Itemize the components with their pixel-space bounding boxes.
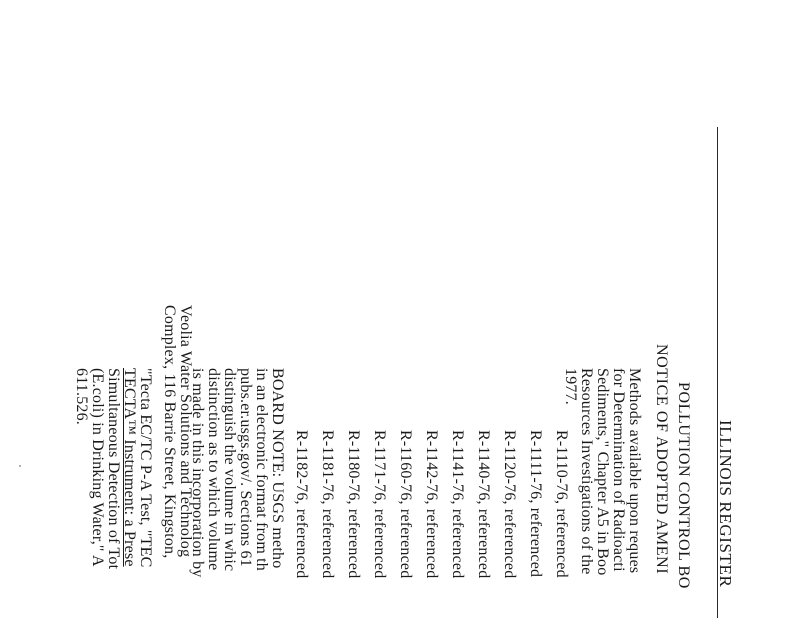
scan-speck (19, 465, 21, 467)
reference-item: R-1181-76, referenced (319, 430, 336, 579)
veolia-line: Complex, 116 Barrie Street, Kingston, (161, 305, 178, 559)
reference-item: R-1182-76, referenced (293, 430, 310, 579)
notice-heading: NOTICE OF ADOPTED AMENI (653, 344, 670, 575)
board-note-line: in an electronic format from th (253, 368, 270, 572)
reference-item: R-1160-76, referenced (397, 430, 414, 579)
methods-line: Methods available upon reques (626, 368, 643, 574)
reference-item: R-1180-76, referenced (345, 430, 362, 579)
tecta-line: TECTA™ Instrument: a Prese (121, 368, 138, 567)
tecta-line: Simultaneous Detection of Tot (105, 368, 122, 570)
reference-item: R-1110-76, referenced (553, 430, 570, 578)
board-note-line: distinction as to which volume (205, 368, 222, 571)
reference-item: R-1111-76, referenced (527, 430, 544, 578)
methods-line: Sediments," Chapter A5 in Boo (594, 368, 611, 576)
reference-item: R-1141-76, referenced (449, 430, 466, 579)
reference-item: R-1120-76, referenced (501, 430, 518, 579)
tecta-line: (E.coli) in Drinking Water," A (89, 368, 106, 567)
board-note-line: pubs.er.usgs.gov/. Sections 61 (237, 368, 254, 567)
register-title: ILLINOIS REGISTER (716, 420, 735, 588)
board-note-line: distinguish the volume in whic (221, 368, 238, 572)
methods-line: Resources Investigations of the (578, 368, 595, 575)
methods-line: for Determination of Radioacti (610, 368, 627, 572)
board-note-line: BOARD NOTE: USGS metho (269, 368, 286, 569)
board-name: POLLUTION CONTROL BO (675, 382, 692, 589)
tecta-line: 611.526. (73, 368, 90, 426)
reference-item: R-1171-76, referenced (371, 430, 388, 579)
reference-item: R-1140-76, referenced (475, 430, 492, 579)
veolia-line: Veolia Water Solutions and Technolog (177, 305, 194, 558)
methods-line: 1977. (562, 368, 579, 405)
reference-item: R-1142-76, referenced (423, 430, 440, 579)
tecta-line: "Tecta EC/TC P-A Test, "TEC (137, 368, 154, 568)
board-note-line: is made in this incorporation by (189, 368, 206, 578)
